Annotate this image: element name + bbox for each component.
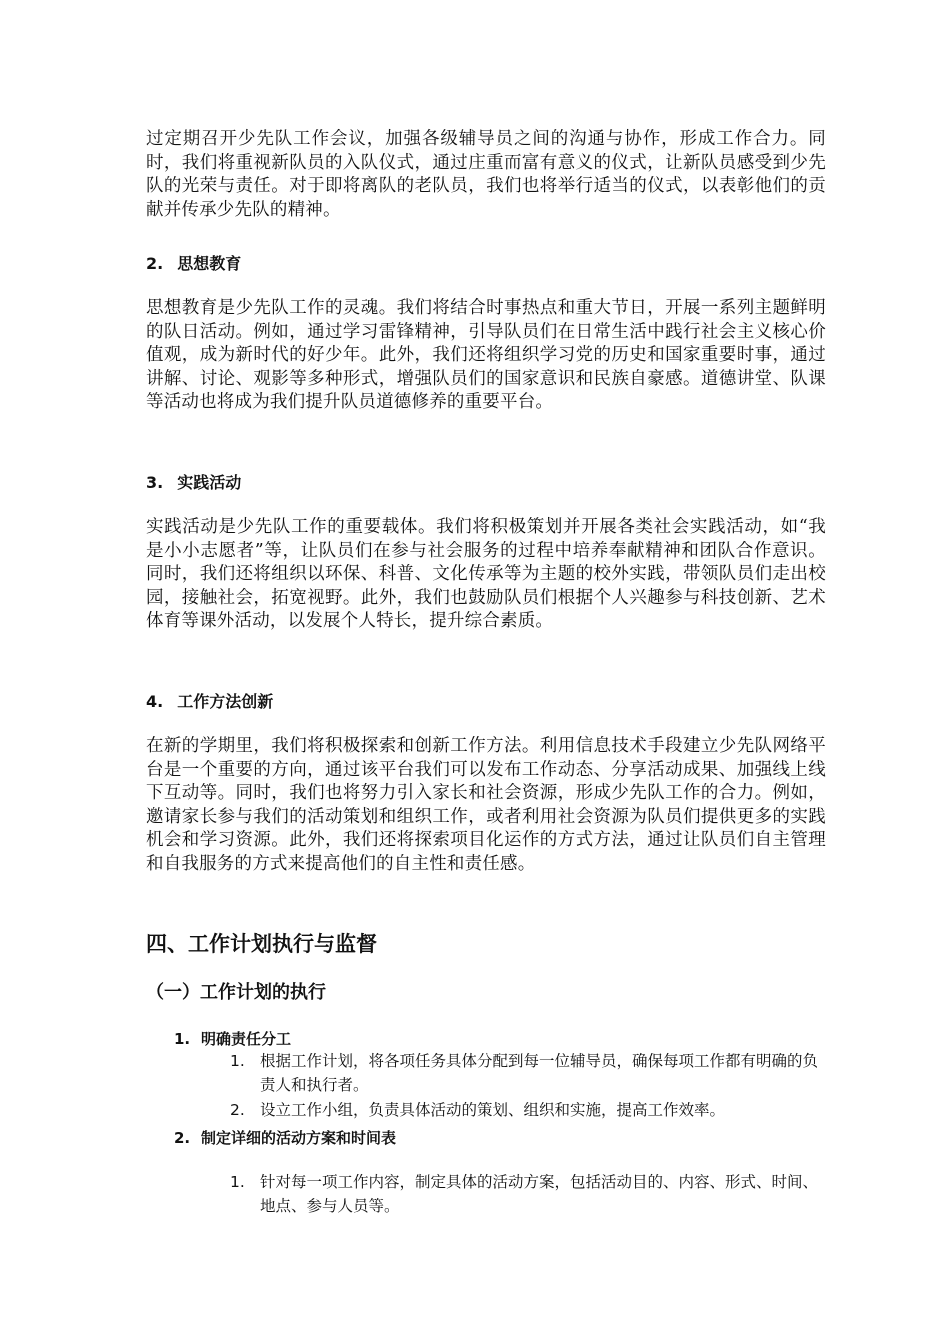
sublist-item — [230, 1170, 830, 1218]
list-item-activity-plan — [174, 1127, 396, 1148]
sublist-text: 设立工作小组，负责具体活动的策划、组织和实施，提高工作效率。 — [260, 1101, 726, 1119]
section-heading: 四、工作计划执行与监督 — [146, 932, 377, 956]
sublist-item — [230, 1049, 830, 1097]
sublist-text: 根据工作计划，将各项任务具体分配到每一位辅导员，确保每项工作都有明确的负责人和执行者。 — [260, 1052, 819, 1094]
list-number: 1. — [174, 1030, 191, 1048]
sublist-number: 1. — [230, 1173, 245, 1191]
paragraph-method-innovation: 在新的学期里，我们将积极探索和创新工作方法。利用信息技术手段建立少先队网络平台是一个重要的方向，通过该平台我们可以发布工作动态、分享活动成果、加强线上线下互动等。同时，我们也将努力引入家长和社会资源，形成少先队工作的合力。例如，邀请家长参与我们的活动策划和组织工作，或者利用社会资源为队员们提供更多的实践机会和学习资源。此外，我们还将探索项目化运作的方式方法，通过让队员们自主管理和自我服务的方式来提高他们的自主性和责任感。 — [146, 736, 826, 874]
subheading-number: 4. — [146, 692, 164, 711]
subheading-label: 工作方法创新 — [177, 692, 274, 711]
list-item-responsibility — [174, 1028, 291, 1049]
subheading-label: 实践活动 — [177, 473, 242, 492]
list-label: 明确责任分工 — [201, 1030, 292, 1048]
subheading-ideological-education — [146, 251, 241, 274]
subheading-practice-activities — [146, 470, 241, 493]
sublist-item — [230, 1098, 830, 1122]
paragraph-ideological-education: 思想教育是少先队工作的灵魂。我们将结合时事热点和重大节日，开展一系列主题鲜明的队日活动。例如，通过学习雷锋精神，引导队员们在日常生活中践行社会主义核心价值观，成为新时代的好少年。此外，我们还将组织学习党的历史和国家重要时事，通过讲解、讨论、观影等多种形式，增强队员们的国家意识和民族自豪感。道德讲堂、队课等活动也将成为我们提升队员道德修养的重要平台。 — [146, 298, 826, 413]
sublist-number: 2. — [230, 1101, 245, 1119]
paragraph-meeting-ceremony: 过定期召开少先队工作会议，加强各级辅导员之间的沟通与协作，形成工作合力。同时，我们将重视新队员的入队仪式，通过庄重而富有意义的仪式，让新队员感受到少先队的光荣与责任。对于即将离队的老队员，我们也将举行适当的仪式，以表彰他们的贡献并传承少先队的精神。 — [146, 129, 826, 220]
subsection-heading: （一）工作计划的执行 — [146, 982, 326, 1003]
sublist-text: 针对每一项工作内容，制定具体的活动方案，包括活动目的、内容、形式、时间、地点、参与人员等。 — [260, 1173, 819, 1215]
list-number: 2. — [174, 1129, 191, 1147]
subheading-method-innovation — [146, 689, 273, 712]
list-label: 制定详细的活动方案和时间表 — [201, 1129, 397, 1147]
subheading-number: 2. — [146, 254, 164, 273]
subheading-number: 3. — [146, 473, 164, 492]
subheading-label: 思想教育 — [177, 254, 242, 273]
sublist-number: 1. — [230, 1052, 245, 1070]
paragraph-practice-activities: 实践活动是少先队工作的重要载体。我们将积极策划并开展各类社会实践活动，如“我是小小志愿者”等，让队员们在参与社会服务的过程中培养奉献精神和团队合作意识。同时，我们还将组织以环保、科普、文化传承等为主题的校外实践，带领队员们走出校园，接触社会，拓宽视野。此外，我们也鼓励队员们根据个人兴趣参与科技创新、艺术体育等课外活动，以发展个人特长，提升综合素质。 — [146, 517, 826, 632]
